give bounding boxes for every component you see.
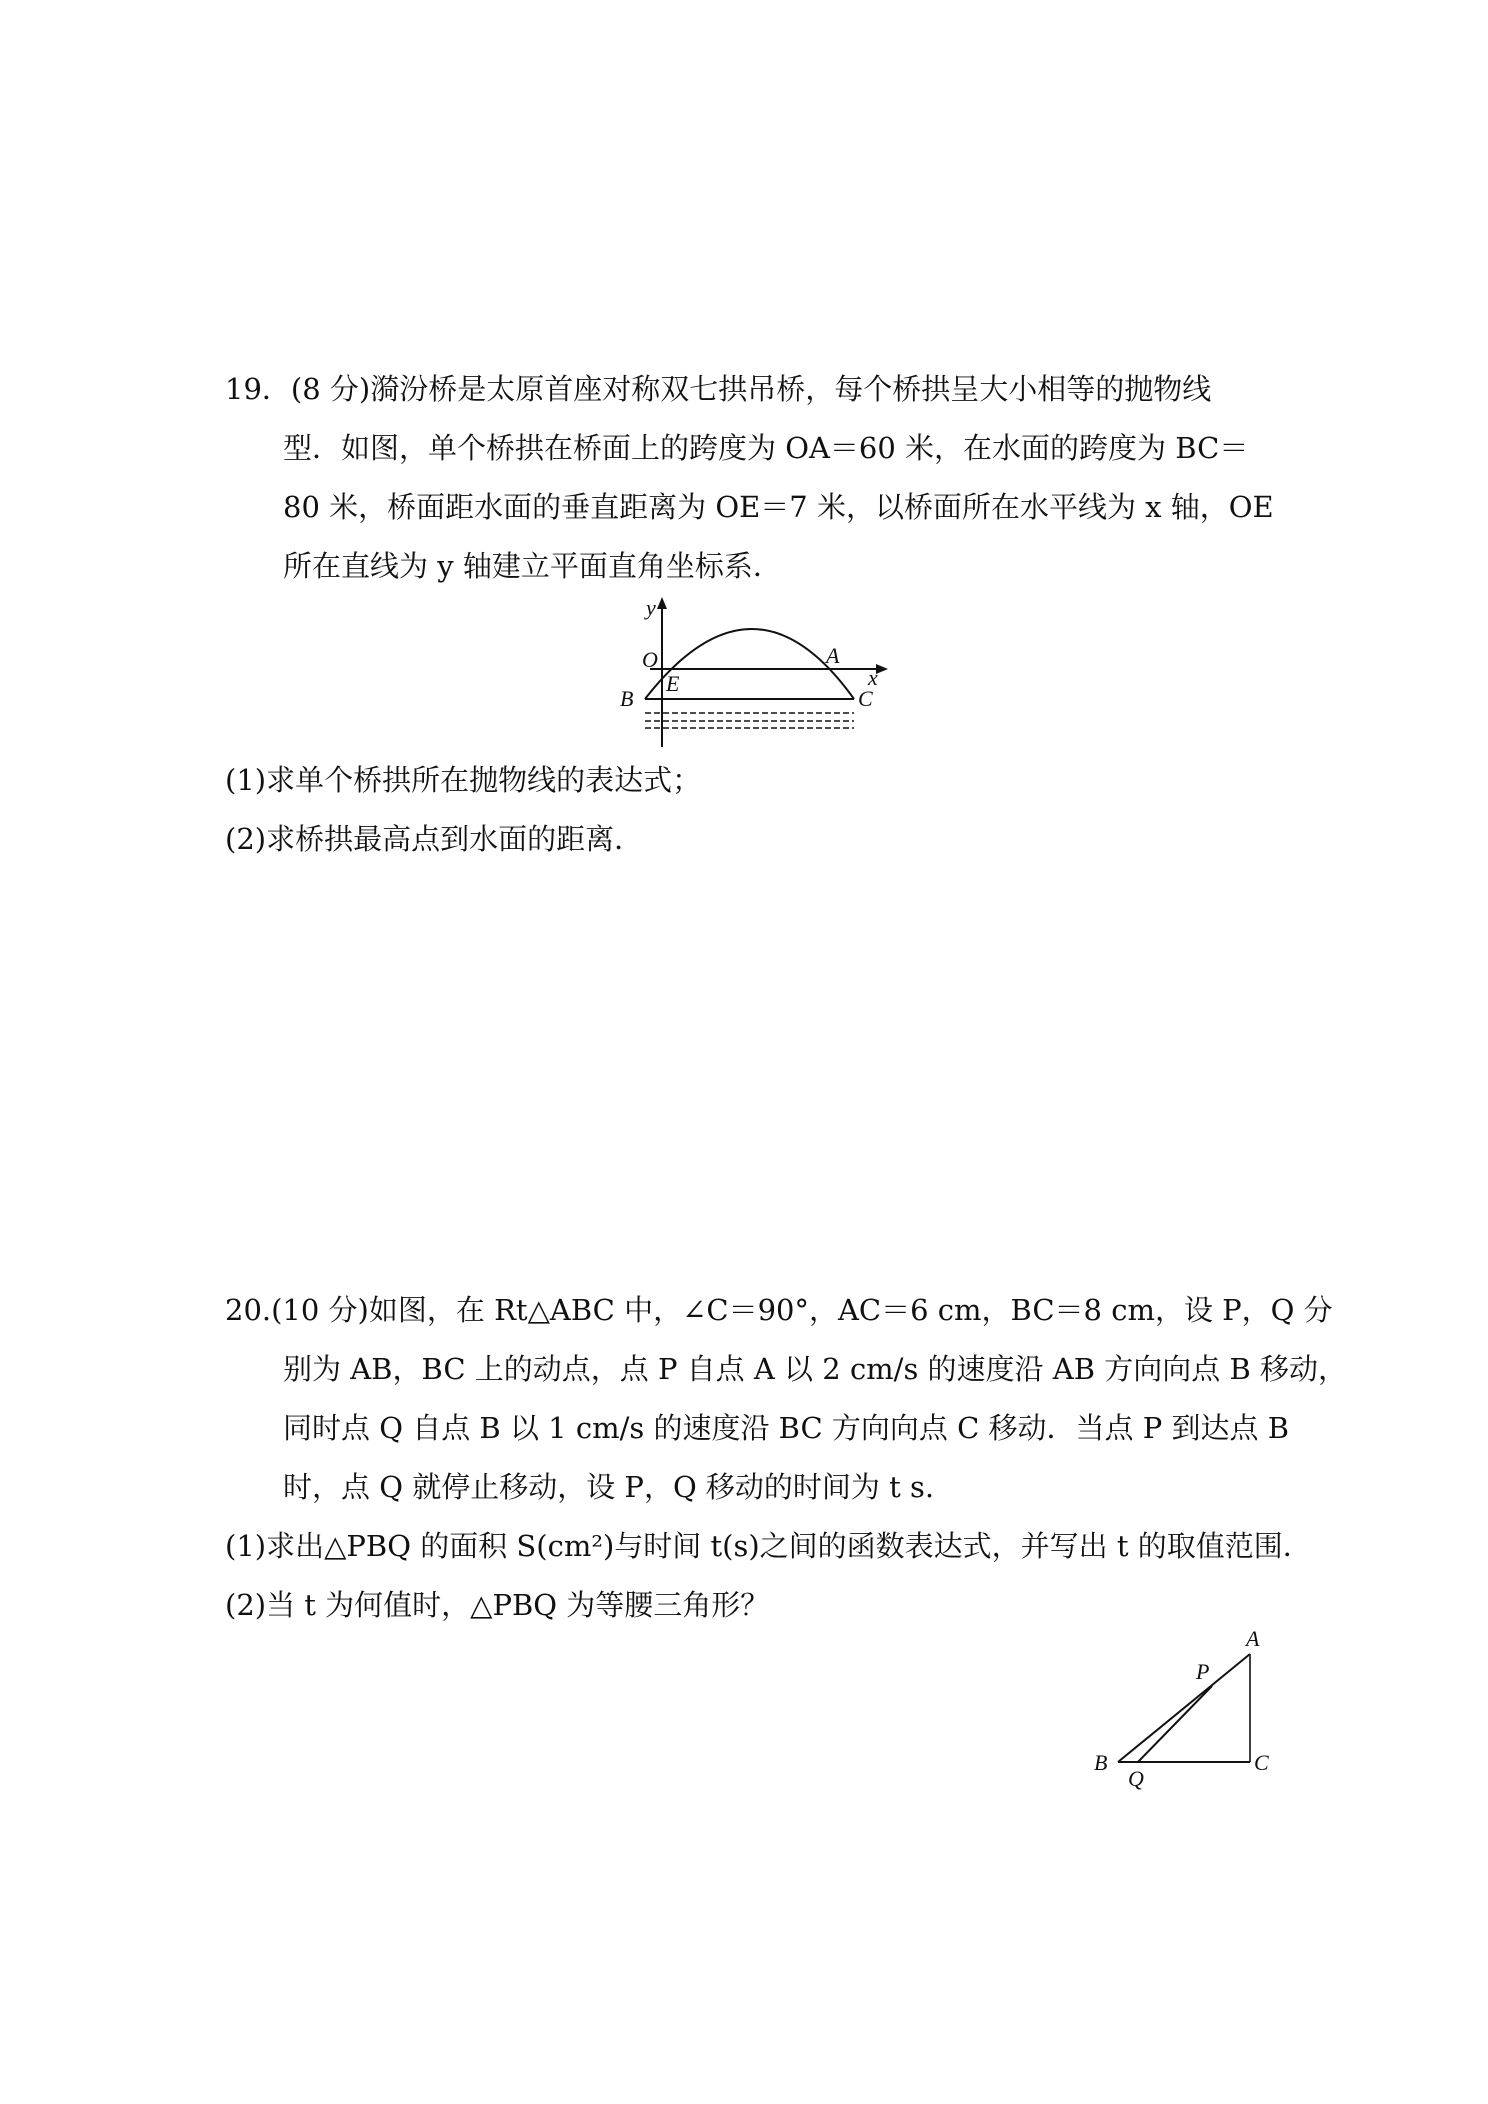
label-O: O — [642, 647, 658, 672]
q19-bridge-figure — [600, 595, 900, 755]
label-E: E — [666, 671, 680, 696]
segment-PQ — [1138, 1686, 1212, 1762]
side-AB — [1118, 1654, 1250, 1762]
q20-line-2: 别为 AB，BC 上的动点，点 P 自点 A 以 2 cm/s 的速度沿 AB 方向向点 B 移动， — [283, 1352, 1347, 1386]
label-Q: Q — [1128, 1766, 1144, 1790]
y-axis-arrow — [657, 597, 667, 609]
label-A: A — [826, 643, 840, 668]
q20-line-1: 20.(10 分)如图，在 Rt△ABC 中，∠C＝90°，AC＝6 cm，BC＝8 cm，设 P，Q 分 — [225, 1293, 1333, 1327]
q20-sub-2: (2)当 t 为何值时，△PBQ 为等腰三角形？ — [225, 1588, 770, 1622]
q20-triangle-figure — [1080, 1630, 1280, 1790]
q19-line-3: 80 米，桥面距水面的垂直距离为 OE＝7 米，以桥面所在水平线为 x 轴，OE — [283, 490, 1274, 524]
q19-line-1: 19．(8 分)漪汾桥是太原首座对称双七拱吊桥，每个桥拱呈大小相等的抛物线 — [225, 372, 1212, 406]
label-x: x — [868, 665, 878, 690]
label-B: B — [620, 686, 634, 711]
q19-sub-2: (2)求桥拱最高点到水面的距离． — [225, 822, 644, 856]
q19-sub-1: (1)求单个桥拱所在抛物线的表达式； — [225, 763, 702, 797]
label-A: A — [1246, 1630, 1260, 1651]
label-P: P — [1196, 1659, 1210, 1684]
x-axis-arrow — [876, 664, 888, 674]
q19-line-4: 所在直线为 y 轴建立平面直角坐标系． — [283, 549, 782, 583]
q20-line-3: 同时点 Q 自点 B 以 1 cm/s 的速度沿 BC 方向向点 C 移动．当点 P 到达点 B — [283, 1411, 1290, 1445]
label-C: C — [1254, 1750, 1269, 1775]
q20-line-4: 时，点 Q 就停止移动，设 P，Q 移动的时间为 t s. — [283, 1470, 935, 1504]
q19-line-2: 型．如图，单个桥拱在桥面上的跨度为 OA＝60 米，在水面的跨度为 BC＝ — [283, 431, 1249, 465]
label-B: B — [1094, 1750, 1108, 1775]
label-y: y — [646, 595, 656, 620]
q20-sub-1: (1)求出△PBQ 的面积 S(cm²)与时间 t(s)之间的函数表达式，并写出 t 的取值范围． — [225, 1529, 1312, 1563]
label-C: C — [858, 686, 873, 711]
